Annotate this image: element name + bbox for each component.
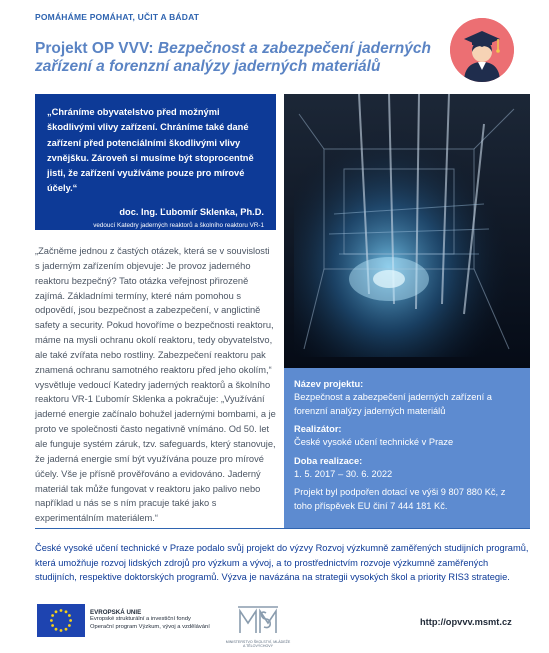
page-title [35,40,435,76]
quote-box [35,94,276,230]
title-prefix: Projekt OP VVV: [35,40,158,57]
reactor-photo [284,94,530,368]
ministry-name: MINISTERSTVO ŠKOLSTVÍ, MLÁDEŽE A TĚLOVÝCHOVY [225,640,291,648]
title-project-name: Bezpečnost a zabezpečení jaderných zařízení a forenzní analýzy jaderných materiálů [35,40,431,75]
implementer-label: Realizátor: [294,424,342,434]
funding-text: Projekt byl podpořen dotací ve výši 9 807 880 Kč, z toho příspěvek EU činí 7 444 181 Kč. [294,487,506,511]
quote-author-role: vedoucí Katedry jaderných reaktorů a školního reaktoru VR-1 [93,221,264,229]
eu-line-funds: Evropské strukturální a investiční fondy [90,616,191,623]
eu-flag-icon [37,604,85,637]
footer-summary: České vysoké učení technické v Praze podalo svůj projekt do výzvy Rozvoj výzkumně zaměřených studijních programů, která umožňuje rozvoj lidských zdrojů pro výzkum a vývoj, a to prostřednictvím rozvoje výzkumně zaměřených studijních, respektive doktorských programů. Výzva je navázána na strategii vysokých škol a priority RIS3 strategie. [35,543,529,582]
quote-author: doc. Ing. Ľubomír Sklenka, Ph.D. [119,206,264,217]
eu-title: EVROPSKÁ UNIE [90,609,142,616]
project-name-label: Název projektu: [294,379,364,389]
duration-label: Doba realizace: [294,455,363,466]
article-body: „Začněme jednou z častých otázek, která se v souvislosti s jaderným zařízením objevuje: Je provoz jaderného reaktoru bezpečný? Tato otázka veřejnost přirozeně zajímá. Základními termíny, které nám pomohou s odpovědí, jsou bezpečnost a zabezpečení, v anglictině safety a security. Pokud hovoříme o bezpečnosti reaktoru, máme na mysli ochranu okolí reaktoru, tedy obyvatelstvo, ale také zvířata nebo rostliny. Zabezpečení reaktoru pak znamená ochranu samotného reaktoru před jeho okolím,“ vysvětluje vedoucí Katedry jaderných reaktorů a školního reaktoru VR-1 Ľubomír Sklenka a pokračuje: „Využívání jaderné energie začínalo bohužel jadernými bombami, a je proto ve společnosti často negativně vnímáno. Od 50. let ale funguje systém záruk, tzv. safeguards, který stanovuje, že jaderná energie smí být využívána pouze pro mírové účely. Vše je přísně prověřováno a evidováno. Jaderný materiál tak může fungovat v reaktoru jako palivo nebo například u nás se s ním pracuje také jako s experimentálním materiálem.“ [35,246,276,524]
project-name-value: Bezpečnost a zabezpečení jaderných zařízení a forenzní analýzy jaderných materiálů [294,392,492,416]
project-url-link[interactable]: http://opvvv.msmt.cz [420,617,512,627]
eu-funding-text [90,609,240,631]
project-info-box [284,368,530,528]
ministry-logo-icon [230,603,286,639]
graduate-avatar-icon [450,18,514,82]
quote-text: „Chráníme obyvatelstvo před možnými škodlivými vlivy zařízení. Chráníme také dané zařízení před potenciálními škodlivými vlivy zvnějšku. Zároveň si musíme být stoprocentně jisti, že zařízení využíváme pouze pro mírové účely.“ [47,107,254,194]
page-tagline: POMÁHÁME POMÁHAT, UČIT A BÁDAT [35,12,200,22]
eu-line-program: Operační program Výzkum, vývoj a vzdělávání [90,623,210,630]
implementer-value: České vysoké učení technické v Praze [294,437,454,447]
duration-value: 1. 5. 2017 – 30. 6. 2022 [294,468,393,479]
footer-divider [35,528,530,529]
